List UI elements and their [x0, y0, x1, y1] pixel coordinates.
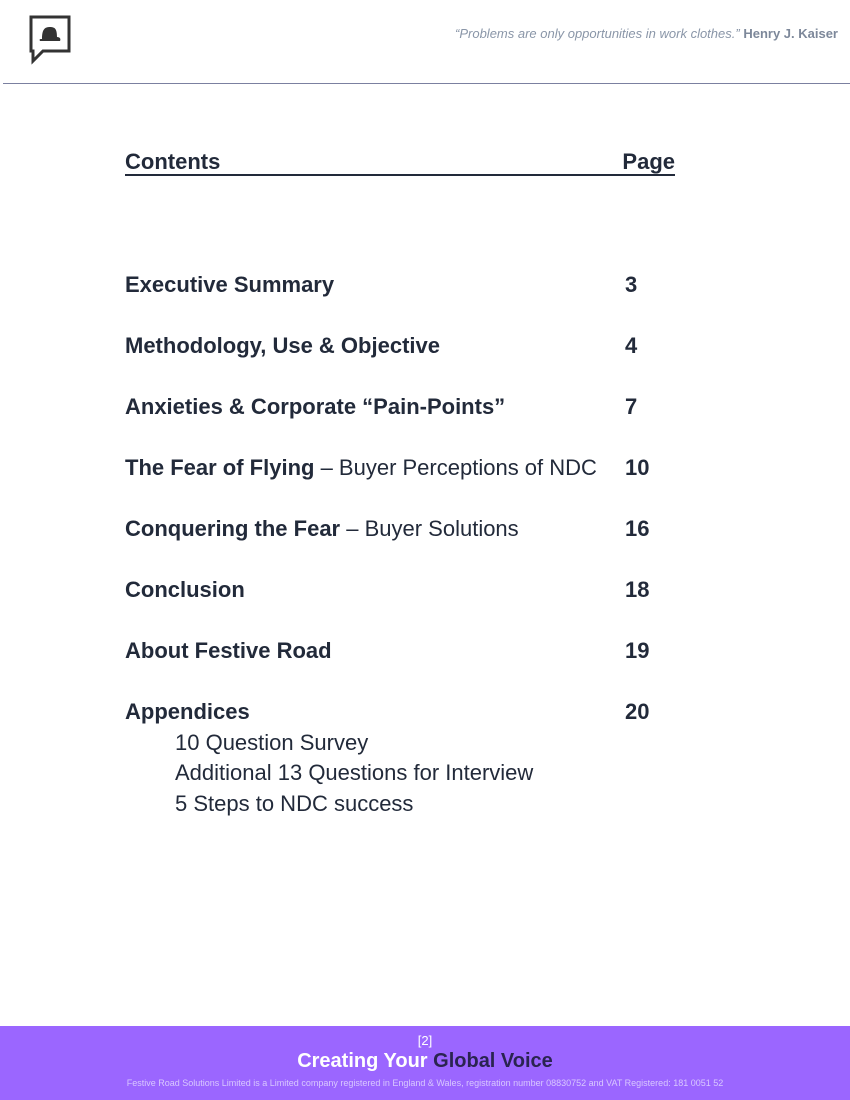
- toc-entry-title: Conquering the Fear – Buyer Solutions: [125, 516, 519, 541]
- toc-entry-page: 20: [625, 699, 650, 724]
- toc-entry-title: The Fear of Flying – Buyer Perceptions of NDC: [125, 455, 597, 480]
- appendix-item[interactable]: 10 Question Survey: [175, 730, 369, 755]
- toc-entry-title: Conclusion: [125, 577, 245, 602]
- toc-entry-page: 4: [625, 333, 638, 358]
- toc-entry-page: 10: [625, 455, 650, 480]
- toc-entry-page: 7: [625, 394, 638, 419]
- quote-text: “Problems are only opportunities in work clothes.”: [455, 26, 740, 41]
- footer-tagline: Creating Your Global Voice: [297, 1050, 553, 1072]
- toc-entry-page: 16: [625, 516, 650, 541]
- footer-legal-text: Festive Road Solutions Limited is a Limited company registered in England & Wales, registration number 08830752 and VAT Registered: 181 0051 52: [126, 1078, 724, 1088]
- toc-entry[interactable]: [125, 698, 685, 726]
- toc-entry[interactable]: [125, 454, 685, 482]
- header-quote: [455, 26, 838, 41]
- toc-entry-title: Methodology, Use & Objective: [125, 333, 440, 358]
- toc-entry[interactable]: [125, 637, 685, 665]
- toc-entry-page: 19: [625, 638, 650, 663]
- speech-bubble-hat-icon: [29, 15, 71, 65]
- toc-entry-title: Executive Summary: [125, 272, 335, 297]
- quote-author: Henry J. Kaiser: [743, 26, 838, 41]
- toc-entry[interactable]: [125, 271, 685, 299]
- toc-entry[interactable]: [125, 393, 685, 421]
- page-number: [2]: [417, 1033, 433, 1048]
- toc-header: [125, 150, 675, 176]
- toc-entry-page: 3: [625, 272, 638, 297]
- toc-entry-page: 18: [625, 577, 650, 602]
- appendix-item[interactable]: 5 Steps to NDC success: [175, 791, 414, 816]
- footer-bar: [0, 1026, 850, 1100]
- toc-entry[interactable]: [125, 332, 685, 360]
- contents-heading: Contents: [125, 149, 221, 174]
- toc-entry[interactable]: [125, 576, 685, 604]
- toc-entry-title: About Festive Road: [125, 638, 332, 663]
- page-heading: Page: [622, 149, 675, 174]
- appendix-item[interactable]: Additional 13 Questions for Interview: [175, 760, 534, 785]
- header-divider: [3, 83, 850, 84]
- toc-entry[interactable]: [125, 515, 685, 543]
- toc-entry-title: Anxieties & Corporate “Pain-Points”: [125, 394, 506, 419]
- toc-entry-title: Appendices: [125, 699, 250, 724]
